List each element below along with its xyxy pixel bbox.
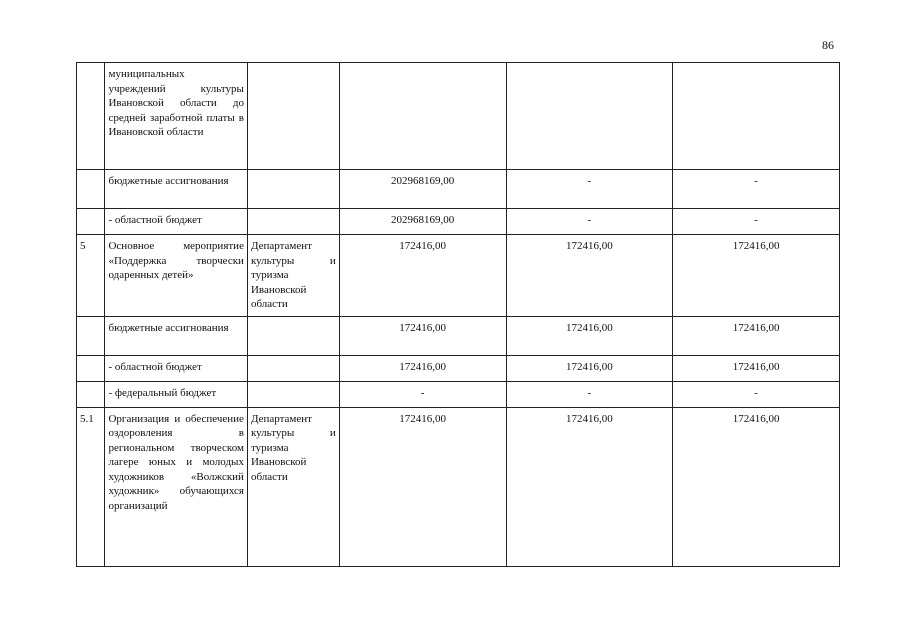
budget-table — [76, 62, 840, 567]
row-executor: Департамент культуры и туризма Ивановской области — [247, 407, 339, 566]
table-row — [77, 209, 840, 235]
row-value-2: 172416,00 — [506, 235, 673, 317]
row-value-1: 172416,00 — [339, 316, 506, 355]
row-value-3: 172416,00 — [673, 407, 840, 566]
table-row — [77, 63, 840, 170]
row-number — [77, 170, 105, 209]
row-value-3: 172416,00 — [673, 316, 840, 355]
page-number: 86 — [822, 38, 834, 52]
row-value-1: 202968169,00 — [339, 170, 506, 209]
table-row — [77, 407, 840, 566]
row-value-2: 172416,00 — [506, 355, 673, 381]
row-name: - федеральный бюджет — [105, 381, 247, 407]
row-number — [77, 63, 105, 170]
row-executor: Департамент культуры и туризма Ивановской области — [247, 235, 339, 317]
row-name: - областной бюджет — [105, 355, 247, 381]
row-executor — [247, 209, 339, 235]
row-executor — [247, 63, 339, 170]
row-value-3: 172416,00 — [673, 235, 840, 317]
row-number — [77, 381, 105, 407]
row-executor — [247, 316, 339, 355]
row-executor — [247, 355, 339, 381]
row-value-2: 172416,00 — [506, 316, 673, 355]
row-number — [77, 355, 105, 381]
row-name: бюджетные ассигнования — [105, 316, 247, 355]
table-row — [77, 381, 840, 407]
row-name: Основное мероприятие «Поддержка творчески одаренных детей» — [105, 235, 247, 317]
row-value-2: 172416,00 — [506, 407, 673, 566]
row-value-1: 172416,00 — [339, 235, 506, 317]
row-value-3: 172416,00 — [673, 355, 840, 381]
row-value-2: - — [506, 381, 673, 407]
row-value-1: 202968169,00 — [339, 209, 506, 235]
row-value-3: - — [673, 381, 840, 407]
row-executor — [247, 381, 339, 407]
row-number: 5 — [77, 235, 105, 317]
table-row — [77, 316, 840, 355]
row-executor — [247, 170, 339, 209]
row-number — [77, 209, 105, 235]
row-value-1: - — [339, 381, 506, 407]
row-name: муниципальных учреждений культуры Ивановской области до средней заработной платы в Ивановской области — [105, 63, 247, 170]
row-name: Организация и обеспечение оздоровления в региональном творческом лагере юных и молодых художников «Волжский художник» обучающихся организаций — [105, 407, 247, 566]
row-value-3 — [673, 63, 840, 170]
row-value-1: 172416,00 — [339, 355, 506, 381]
row-name: бюджетные ассигнования — [105, 170, 247, 209]
row-value-3: - — [673, 170, 840, 209]
row-name: - областной бюджет — [105, 209, 247, 235]
row-value-2: - — [506, 170, 673, 209]
row-number: 5.1 — [77, 407, 105, 566]
row-value-2: - — [506, 209, 673, 235]
row-value-3: - — [673, 209, 840, 235]
table-row — [77, 355, 840, 381]
row-number — [77, 316, 105, 355]
row-value-1 — [339, 63, 506, 170]
row-value-1: 172416,00 — [339, 407, 506, 566]
table-row — [77, 170, 840, 209]
table-row — [77, 235, 840, 317]
row-value-2 — [506, 63, 673, 170]
